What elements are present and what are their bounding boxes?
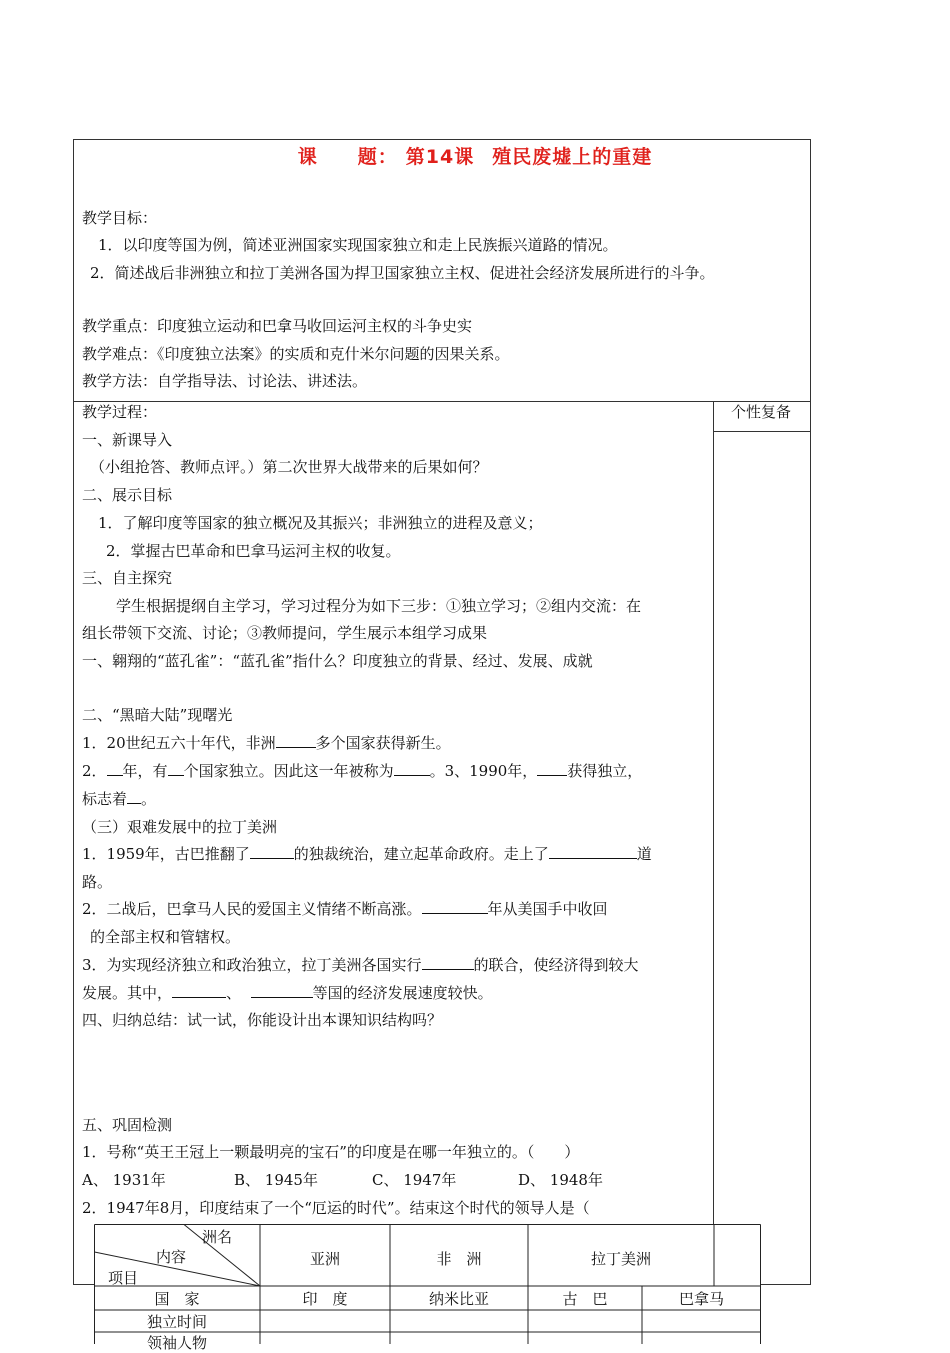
q-text: 的独裁统治，建立起革命政府。走上了 bbox=[293, 845, 549, 863]
blank bbox=[168, 761, 184, 776]
blank bbox=[537, 761, 567, 776]
q-text: 个国家独立。因此这一年被称为 bbox=[183, 762, 394, 780]
country-cuba: 古 巴 bbox=[562, 1290, 608, 1308]
q-text: 。 bbox=[141, 790, 157, 808]
blank bbox=[394, 761, 430, 776]
blank bbox=[250, 844, 294, 859]
frame-left bbox=[73, 139, 74, 1285]
q-text: 年从美国手中收回 bbox=[487, 900, 608, 918]
q-text: 标志着 bbox=[82, 790, 128, 808]
title-topic: 殖民废墟上的重建 bbox=[492, 146, 653, 168]
frame-right bbox=[810, 139, 811, 1285]
part-2-q2-cont bbox=[82, 789, 156, 809]
q-text: 多个国家获得新生。 bbox=[315, 734, 451, 752]
quiz-q1-option-c: C、 1947年 bbox=[372, 1171, 457, 1189]
goal-1: 1．了解印度等国家的独立概况及其振兴；非洲独立的进程及意义； bbox=[98, 514, 543, 532]
frame-divider bbox=[73, 401, 811, 402]
q-text: 等国的经济发展速度较快。 bbox=[312, 984, 493, 1002]
blank bbox=[549, 844, 637, 859]
corner-item: 项目 bbox=[108, 1269, 139, 1287]
quiz-q1: 1．号称“英王王冠上一颗最明亮的宝石”的印度是在哪一年独立的。（ ） bbox=[82, 1143, 580, 1161]
quiz-q1-option-b: B、 1945年 bbox=[234, 1171, 318, 1189]
blank bbox=[422, 899, 488, 914]
blank bbox=[127, 789, 141, 804]
blank bbox=[251, 983, 313, 998]
q-text: 的联合，使经济得到较大 bbox=[473, 956, 639, 974]
q-text: 发展。其中， bbox=[82, 984, 173, 1002]
header-latin-america: 拉丁美洲 bbox=[590, 1250, 651, 1268]
goal-2: 2．掌握古巴革命和巴拿马运河主权的收复。 bbox=[106, 542, 401, 560]
part-3-q3 bbox=[82, 955, 639, 975]
side-column-header: 个性复备 bbox=[731, 403, 792, 421]
objective-1: 1．以印度等国为例，简述亚洲国家实现国家独立和走上民族振兴道路的情况。 bbox=[98, 236, 618, 254]
q-text: 道 bbox=[636, 845, 652, 863]
blank bbox=[172, 983, 226, 998]
summary-table bbox=[94, 1224, 761, 1352]
side-col-header-line bbox=[713, 431, 811, 432]
corner-content: 内容 bbox=[156, 1248, 187, 1266]
part-4: 四、归纳总结：试一试，你能设计出本课知识结构吗？ bbox=[82, 1011, 443, 1029]
title-lesson: 第14课 bbox=[405, 146, 475, 168]
row-leader: 领袖人物 bbox=[146, 1334, 207, 1352]
quiz-q1-option-d: D、 1948年 bbox=[518, 1171, 603, 1189]
part-5: 五、巩固检测 bbox=[82, 1116, 173, 1134]
quiz-q1-option-a: A、 1931年 bbox=[82, 1171, 166, 1189]
corner-continent: 洲名 bbox=[202, 1228, 233, 1246]
part-3: （三）艰难发展中的拉丁美洲 bbox=[82, 818, 278, 836]
q-text: 。3、1990年， bbox=[429, 762, 538, 780]
part-3-q3-cont bbox=[82, 983, 493, 1003]
header-asia: 亚洲 bbox=[309, 1250, 340, 1268]
blank bbox=[107, 761, 123, 776]
side-col-left bbox=[713, 401, 714, 1284]
q-text: 1．1959年，古巴推翻了 bbox=[82, 845, 250, 863]
blank bbox=[422, 955, 474, 970]
objectives-heading: 教学目标： bbox=[82, 209, 158, 227]
page-title bbox=[0, 142, 950, 169]
q-text: 2． bbox=[82, 762, 107, 780]
blank bbox=[276, 733, 316, 748]
process-heading: 教学过程： bbox=[82, 403, 158, 421]
country-namibia: 纳米比亚 bbox=[428, 1290, 489, 1308]
part-3-q2-cont: 的全部主权和管辖权。 bbox=[90, 928, 241, 946]
part-1: 一、翱翔的“蓝孔雀”：“蓝孔雀”指什么？印度独立的背景、经过、发展、成就 bbox=[82, 652, 593, 670]
part-3-q2 bbox=[82, 899, 608, 919]
difficulties: 教学难点：《印度独立法案》的实质和克什米尔问题的因果关系。 bbox=[82, 345, 510, 363]
methods: 教学方法：自学指导法、讨论法、讲述法。 bbox=[82, 372, 368, 390]
q-text: 获得独立， bbox=[567, 762, 643, 780]
header-africa: 非 洲 bbox=[436, 1250, 482, 1268]
explore-text-2: 组长带领下交流、讨论；③教师提问，学生展示本组学习成果 bbox=[82, 624, 488, 642]
section-goals: 二、展示目标 bbox=[82, 486, 173, 504]
part-2: 二、“黑暗大陆”现曙光 bbox=[82, 706, 233, 724]
part-3-q1 bbox=[82, 844, 652, 864]
row-independence-time: 独立时间 bbox=[146, 1313, 207, 1331]
part-2-q1 bbox=[82, 733, 451, 753]
title-label: 课 题： bbox=[297, 146, 398, 168]
section-intro: 一、新课导入 bbox=[82, 431, 173, 449]
q-text: 、 bbox=[226, 984, 242, 1002]
row-country-label: 国 家 bbox=[154, 1290, 200, 1308]
part-3-q1-cont: 路。 bbox=[82, 873, 113, 891]
q-text: 3．为实现经济独立和政治独立，拉丁美洲各国实行 bbox=[82, 956, 422, 974]
explore-text-1: 学生根据提纲自主学习，学习过程分为如下三步：①独立学习；②组内交流：在 bbox=[116, 597, 642, 615]
q-text: 2．二战后，巴拿马人民的爱国主义情绪不断高涨。 bbox=[82, 900, 422, 918]
quiz-q2: 2．1947年8月，印度结束了一个“厄运的时代”。结束这个时代的领导人是（ bbox=[82, 1199, 590, 1217]
q-text: 1．20世纪五六十年代，非洲 bbox=[82, 734, 276, 752]
section-explore: 三、自主探究 bbox=[82, 569, 173, 587]
objective-2: 2．简述战后非洲独立和拉丁美洲各国为捍卫国家独立主权、促进社会经济发展所进行的斗争。 bbox=[90, 264, 715, 282]
key-points: 教学重点：印度独立运动和巴拿马收回运河主权的斗争史实 bbox=[82, 317, 473, 335]
country-panama: 巴拿马 bbox=[678, 1290, 724, 1308]
intro-text: （小组抢答、教师点评。）第二次世界大战带来的后果如何？ bbox=[90, 458, 488, 476]
frame-top bbox=[73, 139, 811, 140]
part-2-q2 bbox=[82, 761, 642, 781]
country-india: 印 度 bbox=[302, 1290, 348, 1308]
q-text: 年，有 bbox=[122, 762, 168, 780]
